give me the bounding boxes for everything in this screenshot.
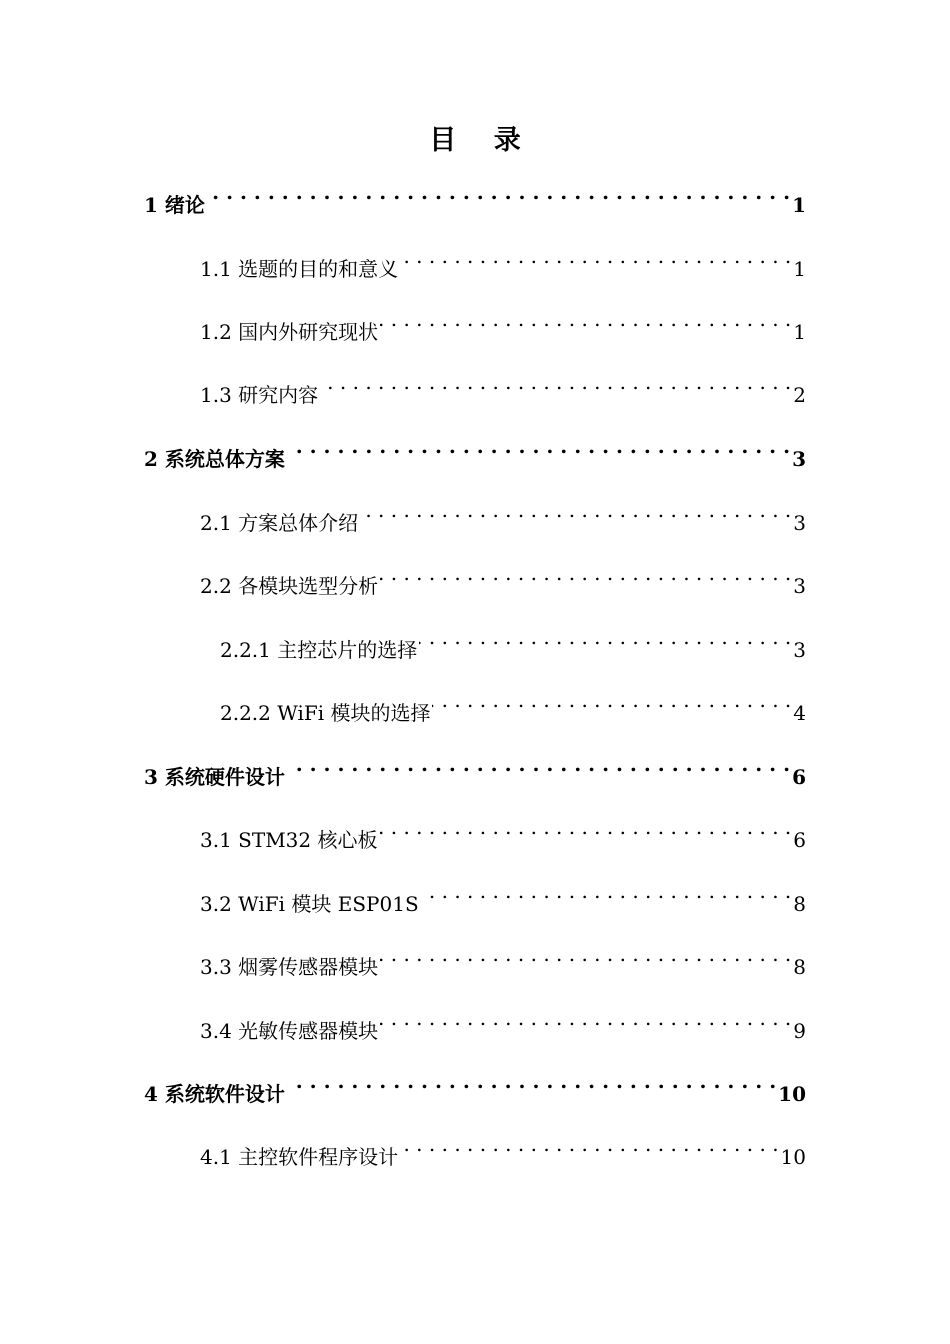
toc-dot-leader — [400, 236, 791, 276]
toc-entry[interactable] — [200, 553, 806, 598]
toc-entry-label: 3.3 烟雾传感器模块 — [200, 955, 379, 979]
toc-dot-leader — [421, 871, 792, 911]
toc-entry-page: 1 — [792, 193, 806, 217]
toc-dot-leader — [207, 172, 790, 212]
toc-dot-leader — [380, 807, 792, 847]
toc-entry[interactable] — [200, 934, 806, 979]
toc-entry-page: 6 — [793, 828, 806, 852]
toc-entry-page: 9 — [793, 1019, 806, 1043]
toc-entry-label: 1.3 研究内容 — [200, 383, 319, 407]
toc-entry-label: 2.2 各模块选型分析 — [200, 574, 379, 598]
toc-dot-leader — [320, 362, 791, 402]
toc-entry-label: 2.2.2 WiFi 模块的选择 — [220, 701, 431, 725]
toc-entry[interactable] — [200, 1124, 806, 1169]
toc-entry[interactable] — [144, 172, 806, 217]
toc-entry-page: 3 — [793, 574, 806, 598]
toc-entry-page: 6 — [792, 765, 806, 789]
toc-entry-page: 10 — [780, 1145, 806, 1169]
toc-entry[interactable] — [144, 744, 806, 789]
toc-dot-leader — [380, 998, 791, 1038]
toc-entry-label: 3.1 STM32 核心板 — [200, 828, 378, 852]
toc-dot-leader — [360, 490, 791, 530]
toc-entry-label: 3 系统硬件设计 — [144, 765, 285, 789]
toc-entry-label: 2 系统总体方案 — [144, 447, 285, 471]
toc-dot-leader — [400, 1124, 778, 1164]
toc-entry-label: 4 系统软件设计 — [144, 1082, 285, 1106]
toc-entry-label: 3.2 WiFi 模块 ESP01S — [200, 892, 419, 916]
toc-entry-page: 4 — [793, 701, 806, 725]
toc-entry-page: 3 — [793, 511, 806, 535]
toc-entry[interactable] — [144, 1061, 806, 1106]
toc-entry-page: 1 — [793, 320, 806, 344]
toc-dot-leader — [419, 617, 791, 657]
toc-entry[interactable] — [200, 998, 806, 1043]
toc-entry-page: 10 — [778, 1082, 806, 1106]
toc-entry-page: 1 — [793, 257, 806, 281]
toc-entry[interactable] — [200, 362, 806, 407]
toc-title: 目 录 — [429, 125, 535, 156]
toc-dot-leader — [287, 744, 790, 784]
toc-dot-leader — [380, 934, 791, 974]
toc-entry-page: 3 — [792, 447, 806, 471]
toc-dot-leader — [380, 553, 791, 593]
toc-entry[interactable] — [144, 426, 806, 471]
toc-entry-label: 1 绪论 — [144, 193, 205, 217]
toc-dot-leader — [432, 680, 791, 720]
toc-entry[interactable] — [220, 680, 806, 725]
toc-entry-label: 2.1 方案总体介绍 — [200, 511, 359, 535]
toc-entry[interactable] — [220, 617, 806, 662]
toc-entry-page: 2 — [793, 383, 806, 407]
toc-dot-leader — [380, 299, 791, 339]
toc-entry[interactable] — [200, 236, 806, 281]
toc-entry[interactable] — [200, 871, 806, 916]
toc-entry[interactable] — [200, 807, 806, 852]
toc-entry-page: 8 — [793, 955, 806, 979]
toc-dot-leader — [287, 1061, 776, 1101]
toc-entry-label: 2.2.1 主控芯片的选择 — [220, 638, 418, 662]
toc-entry-label: 1.1 选题的目的和意义 — [200, 257, 399, 281]
toc-entry[interactable] — [200, 490, 806, 535]
toc-entry-page: 3 — [793, 638, 806, 662]
toc-entry[interactable] — [200, 299, 806, 344]
toc-entry-label: 3.4 光敏传感器模块 — [200, 1019, 379, 1043]
toc-entry-label: 1.2 国内外研究现状 — [200, 320, 379, 344]
toc-dot-leader — [287, 426, 790, 466]
toc-entry-page: 8 — [793, 892, 806, 916]
toc-entry-label: 4.1 主控软件程序设计 — [200, 1145, 399, 1169]
